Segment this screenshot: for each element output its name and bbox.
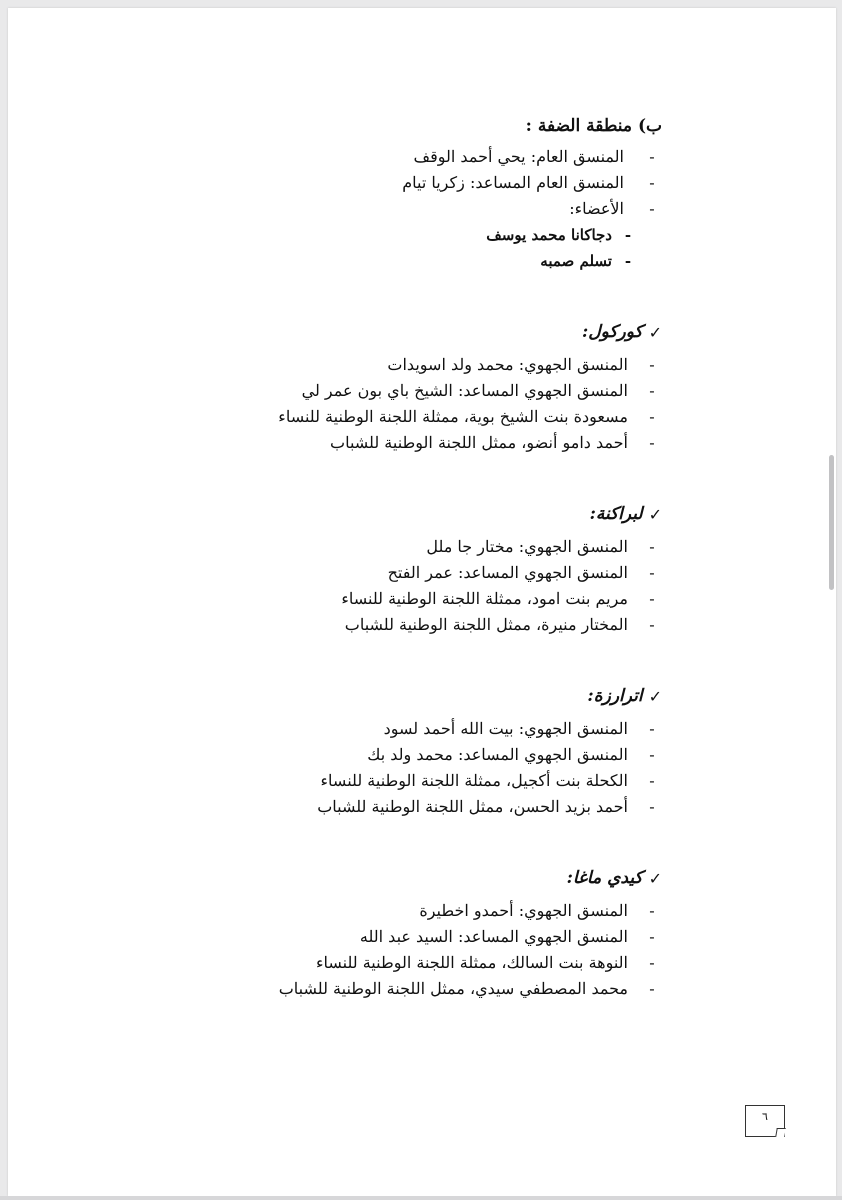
checkmark-icon: ✓ [648,322,662,342]
region-list [102,716,662,820]
document-content [102,116,662,1002]
vertical-scrollbar[interactable] [829,455,834,590]
checkmark-icon: ✓ [648,868,662,888]
list-item: - الكحلة بنت أكجيل، ممثلة اللجنة الوطنية للنساء [320,771,655,790]
section-daffa [102,116,662,274]
list-item: - المنسق العام المساعد: زكريا تيام [402,173,655,192]
page-number: ٦ [745,1105,785,1137]
list-item: - محمد المصطفي سيدي، ممثل اللجنة الوطنية للشباب [278,979,655,998]
region-list [102,352,662,456]
region-gorgol [102,322,662,456]
list-item: - المنسق الجهوي: أحمدو اخطيرة [419,901,655,920]
list-item: - المنسق الجهوي المساعد: الشيخ باي بون عمر لي [301,381,655,400]
checkmark-icon: ✓ [648,686,662,706]
region-list [102,534,662,638]
document-page [8,8,836,1196]
list-item: - أحمد بزيد الحسن، ممثل اللجنة الوطنية للشباب [317,797,655,816]
list-item: - المنسق الجهوي: بيت الله أحمد لسود [383,719,655,738]
next-page-edge [0,1196,842,1200]
list-item: - النوهة بنت السالك، ممثلة اللجنة الوطنية للنساء [315,953,655,972]
region-title: ✓ لبراكنة: [589,504,662,524]
region-trarza [102,686,662,820]
list-item: - المنسق الجهوي المساعد: السيد عبد الله [359,927,655,946]
region-title: ✓ اترارزة: [587,686,662,706]
list-item: - المنسق الجهوي المساعد: عمر الفتح [387,563,655,582]
members-list [102,222,638,274]
section-title: ب) منطقة الضفة : [525,116,662,136]
list-item: - المختار منيرة، ممثل اللجنة الوطنية للشباب [344,615,655,634]
region-title: ✓ كيدي ماغا: [566,868,662,888]
member-item: - تسلم صمبه [540,252,632,270]
region-title: ✓ كوركول: [582,322,662,342]
general-coordinators-list [102,144,662,222]
list-item: - مريم بنت امود، ممثلة اللجنة الوطنية للنساء [341,589,655,608]
list-item: - المنسق العام: يحي أحمد الوقف [413,147,655,166]
list-item: - المنسق الجهوي: محمد ولد اسويدات [387,355,655,374]
list-item: - المنسق الجهوي: مختار جا ملل [426,537,655,556]
list-item: - المنسق الجهوي المساعد: محمد ولد بك [367,745,655,764]
list-item: - مسعودة بنت الشيخ بوية، ممثلة اللجنة الوطنية للنساء [278,407,655,426]
list-item: - أحمد دامو أنضو، ممثل اللجنة الوطنية للشباب [330,433,655,452]
list-item: - الأعضاء: [569,199,655,218]
region-brakna [102,504,662,638]
region-guidimakha [102,868,662,1002]
checkmark-icon: ✓ [648,504,662,524]
member-item: - دجاكانا محمد يوسف [486,226,632,244]
region-list [102,898,662,1002]
